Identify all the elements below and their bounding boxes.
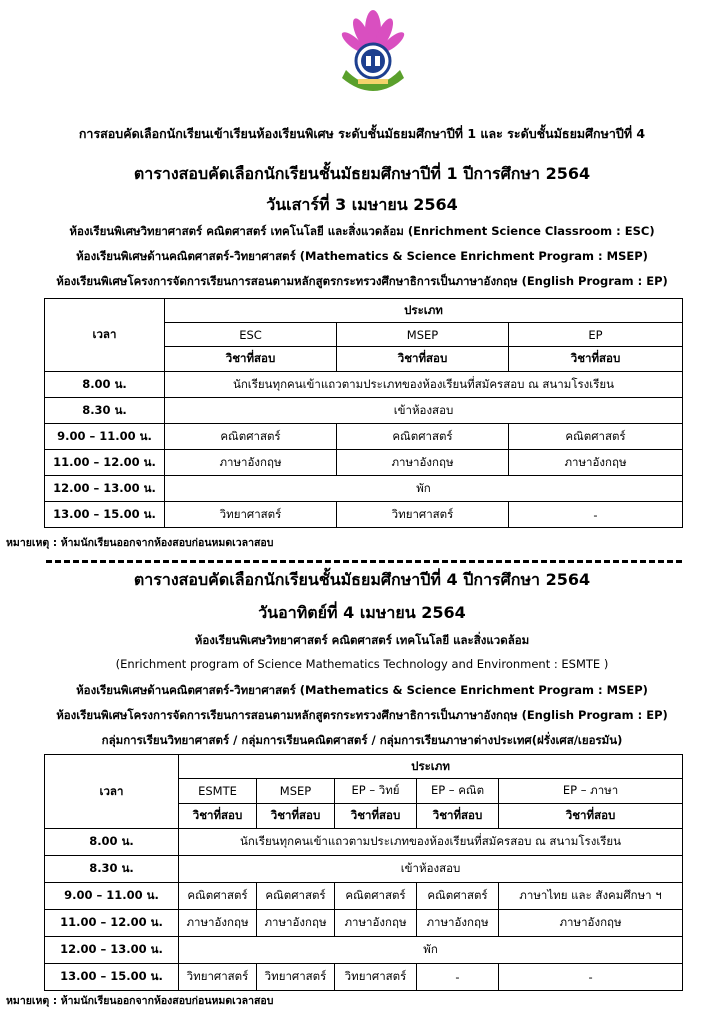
span-cell: นักเรียนทุกคนเข้าแถวตามประเภทของห้องเรียนที่สมัครสอบ ณ สนามโรงเรียน	[179, 829, 683, 856]
section1-program-ep: ห้องเรียนพิเศษโครงการจัดการเรียนการสอนตามหลักสูตรกระทรวงศึกษาธิการเป็นภาษาอังกฤษ (English Program : EP)	[56, 274, 668, 288]
time-cell: 8.00 น.	[45, 829, 179, 856]
section2-program-ep: ห้องเรียนพิเศษโครงการจัดการเรียนการสอนตามหลักสูตรกระทรวงศึกษาธิการเป็นภาษาอังกฤษ (English Program : EP)	[56, 708, 668, 722]
subject-label: วิชาที่สอบ	[417, 804, 499, 829]
span-cell: นักเรียนทุกคนเข้าแถวตามประเภทของห้องเรียนที่สมัครสอบ ณ สนามโรงเรียน	[165, 372, 683, 398]
column-esc: ESC	[165, 323, 337, 347]
time-cell: 11.00 – 12.00 น.	[45, 910, 179, 937]
section2-date: วันอาทิตย์ที่ 4 เมษายน 2564	[258, 603, 466, 622]
subject-cell: ภาษาอังกฤษ	[509, 450, 683, 476]
subject-label: วิชาที่สอบ	[165, 347, 337, 372]
column-ep-science: EP – วิทย์	[335, 779, 417, 804]
column-esmte: ESMTE	[179, 779, 257, 804]
table-row	[45, 450, 683, 476]
section2-groups: กลุ่มการเรียนวิทยาศาสตร์ / กลุ่มการเรียนคณิตศาสตร์ / กลุ่มการเรียนภาษาต่างประเทศ(ฝรั่งเศส/เยอรมัน)	[101, 733, 623, 747]
span-cell: พัก	[179, 937, 683, 964]
subject-cell: วิทยาศาสตร์	[335, 964, 417, 991]
subject-label: วิชาที่สอบ	[257, 804, 335, 829]
section1-program-msep: ห้องเรียนพิเศษด้านคณิตศาสตร์-วิทยาศาสตร์ (Mathematics & Science Enrichment Program : MSEP)	[76, 249, 648, 263]
subject-cell: ภาษาอังกฤษ	[499, 910, 683, 937]
span-cell: เข้าห้องสอบ	[179, 856, 683, 883]
section2-schedule-table	[44, 754, 683, 991]
column-msep: MSEP	[257, 779, 335, 804]
column-ep-math: EP – คณิต	[417, 779, 499, 804]
table-row	[45, 964, 683, 991]
time-cell: 12.00 – 13.00 น.	[45, 937, 179, 964]
subject-cell: ภาษาอังกฤษ	[179, 910, 257, 937]
table-row	[45, 883, 683, 910]
table-row	[45, 502, 683, 528]
subject-cell: คณิตศาสตร์	[165, 424, 337, 450]
span-cell: เข้าห้องสอบ	[165, 398, 683, 424]
time-cell: 11.00 – 12.00 น.	[45, 450, 165, 476]
subject-cell: ภาษาอังกฤษ	[337, 450, 509, 476]
section1-schedule-table	[44, 298, 683, 528]
document-title: การสอบคัดเลือกนักเรียนเข้าเรียนห้องเรียนพิเศษ ระดับชั้นมัธยมศึกษาปีที่ 1 และ ระดับชั้นมัธยมศึกษาปีที่ 4	[78, 126, 646, 141]
time-cell: 9.00 – 11.00 น.	[45, 424, 165, 450]
subject-cell: วิทยาศาสตร์	[337, 502, 509, 528]
subject-label: วิชาที่สอบ	[335, 804, 417, 829]
section1-note: หมายเหตุ : ห้ามนักเรียนออกจากห้องสอบก่อนหมดเวลาสอบ	[6, 537, 274, 549]
time-cell: 8.30 น.	[45, 398, 165, 424]
time-cell: 9.00 – 11.00 น.	[45, 883, 179, 910]
subject-cell: วิทยาศาสตร์	[165, 502, 337, 528]
span-cell: พัก	[165, 476, 683, 502]
type-header: ประเภท	[165, 299, 683, 323]
column-msep: MSEP	[337, 323, 509, 347]
subject-cell: -	[509, 502, 683, 528]
table-row	[45, 856, 683, 883]
time-cell: 8.30 น.	[45, 856, 179, 883]
section2-heading: ตารางสอบคัดเลือกนักเรียนชั้นมัธยมศึกษาปีที่ 4 ปีการศึกษา 2564	[133, 570, 591, 589]
subject-label: วิชาที่สอบ	[499, 804, 683, 829]
subject-cell: ภาษาไทย และ สังคมศึกษา ฯ	[499, 883, 683, 910]
subject-cell: คณิตศาสตร์	[509, 424, 683, 450]
time-header: เวลา	[45, 299, 165, 372]
time-header: เวลา	[45, 755, 179, 829]
subject-cell: ภาษาอังกฤษ	[257, 910, 335, 937]
subject-cell: ภาษาอังกฤษ	[417, 910, 499, 937]
subject-label: วิชาที่สอบ	[179, 804, 257, 829]
type-header: ประเภท	[179, 755, 683, 779]
subject-cell: คณิตศาสตร์	[337, 424, 509, 450]
table-row	[45, 937, 683, 964]
subject-cell: -	[417, 964, 499, 991]
subject-cell: ภาษาอังกฤษ	[165, 450, 337, 476]
section-divider	[46, 560, 682, 563]
subject-cell: คณิตศาสตร์	[257, 883, 335, 910]
time-cell: 13.00 – 15.00 น.	[45, 502, 165, 528]
table-row	[45, 398, 683, 424]
section2-program-esmte-en: (Enrichment program of Science Mathematics Technology and Environment : ESMTE )	[115, 657, 609, 671]
subject-label: วิชาที่สอบ	[509, 347, 683, 372]
table-row	[45, 372, 683, 398]
section2-program-esmte: ห้องเรียนพิเศษวิทยาศาสตร์ คณิตศาสตร์ เทคโนโลยี และสิ่งแวดล้อม	[194, 633, 530, 647]
section2-note: หมายเหตุ : ห้ามนักเรียนออกจากห้องสอบก่อนหมดเวลาสอบ	[6, 995, 274, 1007]
table-row	[45, 910, 683, 937]
subject-cell: วิทยาศาสตร์	[257, 964, 335, 991]
column-ep: EP	[509, 323, 683, 347]
subject-cell: คณิตศาสตร์	[335, 883, 417, 910]
time-cell: 13.00 – 15.00 น.	[45, 964, 179, 991]
section1-date: วันเสาร์ที่ 3 เมษายน 2564	[266, 195, 458, 214]
subject-cell: คณิตศาสตร์	[179, 883, 257, 910]
school-logo	[338, 6, 408, 98]
table-row	[45, 424, 683, 450]
section1-heading: ตารางสอบคัดเลือกนักเรียนชั้นมัธยมศึกษาปีที่ 1 ปีการศึกษา 2564	[133, 164, 591, 183]
time-cell: 8.00 น.	[45, 372, 165, 398]
time-cell: 12.00 – 13.00 น.	[45, 476, 165, 502]
subject-cell: ภาษาอังกฤษ	[335, 910, 417, 937]
table-row	[45, 476, 683, 502]
table-row	[45, 829, 683, 856]
column-ep-language: EP – ภาษา	[499, 779, 683, 804]
subject-cell: -	[499, 964, 683, 991]
section1-program-esc: ห้องเรียนพิเศษวิทยาศาสตร์ คณิตศาสตร์ เทคโนโลยี และสิ่งแวดล้อม (Enrichment Science Classroom : ESC)	[69, 224, 655, 238]
subject-label: วิชาที่สอบ	[337, 347, 509, 372]
section2-program-msep: ห้องเรียนพิเศษด้านคณิตศาสตร์-วิทยาศาสตร์ (Mathematics & Science Enrichment Program : MSEP)	[76, 683, 648, 697]
subject-cell: คณิตศาสตร์	[417, 883, 499, 910]
subject-cell: วิทยาศาสตร์	[179, 964, 257, 991]
